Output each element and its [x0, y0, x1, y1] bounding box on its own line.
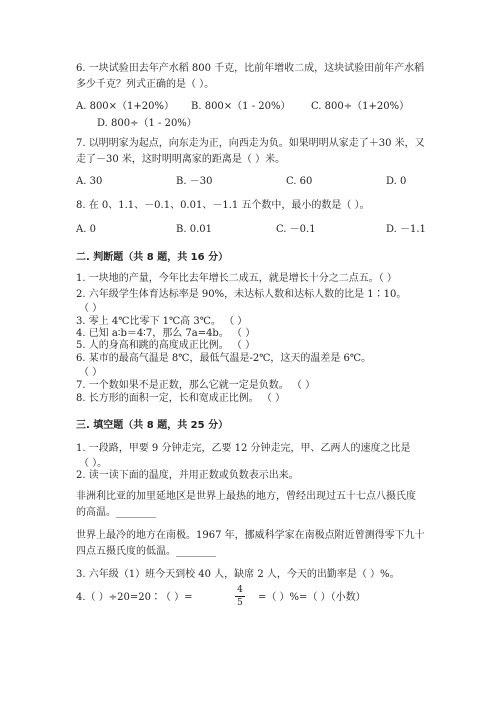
judge-item-2-answer[interactable]: （ ） [79, 303, 103, 314]
q6-stem-line1: 6. 一块试验田去年产水稻 800 千克，比前年增收二成，这块试验田前年产水稻 [76, 63, 425, 74]
q7-option-b[interactable]: B. －30 [176, 176, 213, 187]
fraction-bar [235, 596, 245, 597]
q7-stem-line2: 走了－30 米，这时明明离家的距离是（ ）米。 [76, 154, 286, 165]
judge-item-8: 8. 长方形的面积一定，长和宽成正比例。 （ ） [76, 393, 286, 404]
fill-q4-fraction [235, 585, 245, 608]
q7-option-a[interactable]: A. 30 [76, 176, 103, 187]
fill-q4-right: =（ ）%=（ ）（小数） [258, 592, 366, 603]
fill-q4-left: 4.（ ）÷20=20∶（ ）= [76, 592, 193, 603]
q6-option-d[interactable]: D. 800÷（1 - 20%） [97, 118, 197, 129]
fill-q3: 3. 六年级（1）班今天到校 40 人，缺席 2 人，今天的出勤率是（ ）%。 [76, 569, 400, 580]
q7-option-c[interactable]: C. 60 [286, 176, 313, 187]
q6-option-c[interactable]: C. 800÷（1+20%） [311, 101, 410, 112]
q7-stem-line1: 7. 以明明家为起点，向东走为正，向西走为负。如果明明从家走了＋30 米，又 [76, 138, 425, 149]
section2-heading: 二. 判断题（共 8 题，共 16 分） [76, 252, 229, 263]
q7-option-d[interactable]: D. 0 [386, 176, 407, 187]
q6-option-a[interactable]: A. 800×（1+20%） [76, 101, 175, 112]
judge-item-2: 2. 六年级学生体育达标率是 90%，未达标人数和达标人数的比是 1∶10。 [76, 289, 407, 300]
q8-option-b[interactable]: B. 0.01 [176, 224, 212, 235]
section3-heading: 三. 填空题（共 8 题，共 25 分） [76, 420, 229, 431]
judge-item-3: 3. 零上 4℃比零下 1℃高 3℃。 （ ） [76, 316, 248, 327]
fraction-numerator: 4 [237, 585, 243, 595]
judge-item-6-answer[interactable]: （ ） [79, 367, 103, 378]
fill-passage1-line1: 非洲利比亚的加里延地区是世界上最热的地方，曾经出现过五十七点八摄氏度 [76, 491, 416, 502]
judge-item-5: 5. 人的身高和跳的高度成正比例。 （ ） [76, 340, 256, 351]
judge-item-4: 4. 已知 a∶b＝4∶7，那么 7a=4b。 （ ） [76, 328, 256, 339]
fill-q1-line2[interactable]: （ ）。 [79, 458, 108, 469]
fill-q2: 2. 读一读下面的温度，并用正数或负数表示出来。 [76, 470, 299, 481]
judge-item-6: 6. 某市的最高气温是 8℃，最低气温是-2℃，这天的温差是 6℃。 [76, 353, 372, 364]
fill-q1-line1: 1. 一段路，甲要 9 分钟走完，乙要 12 分钟走完，甲、乙两人的速度之比是 [76, 443, 411, 454]
q8-option-c[interactable]: C. －0.1 [276, 224, 316, 235]
judge-item-7: 7. 一个数如果不是正数，那么它就一定是负数。 （ ） [76, 380, 316, 391]
fill-passage1-line2[interactable]: 的高温。________ [76, 507, 156, 518]
judge-item-1: 1. 一块地的产量，今年比去年增长二成五，就是增长十分之二点五。（ ） [76, 273, 397, 284]
q8-option-d[interactable]: D. －1.1 [386, 224, 426, 235]
q6-stem-line2: 多少千克？列式正确的是（ ）。 [76, 79, 215, 90]
q8-stem: 8. 在 0、1.1、－0.1、0.01、－1.1 五个数中，最小的数是（ ）。 [76, 200, 370, 211]
fraction-denominator: 5 [237, 598, 243, 608]
q8-option-a[interactable]: A. 0 [76, 224, 96, 235]
q6-option-b[interactable]: B. 800×（1 - 20%） [191, 101, 291, 112]
fill-passage2-line1: 世界上最冷的地方在南极。1967 年，挪威科学家在南极点附近曾测得零下九十 [76, 530, 425, 541]
fill-passage2-line2[interactable]: 四点五摄氏度的低温。________ [76, 546, 216, 557]
